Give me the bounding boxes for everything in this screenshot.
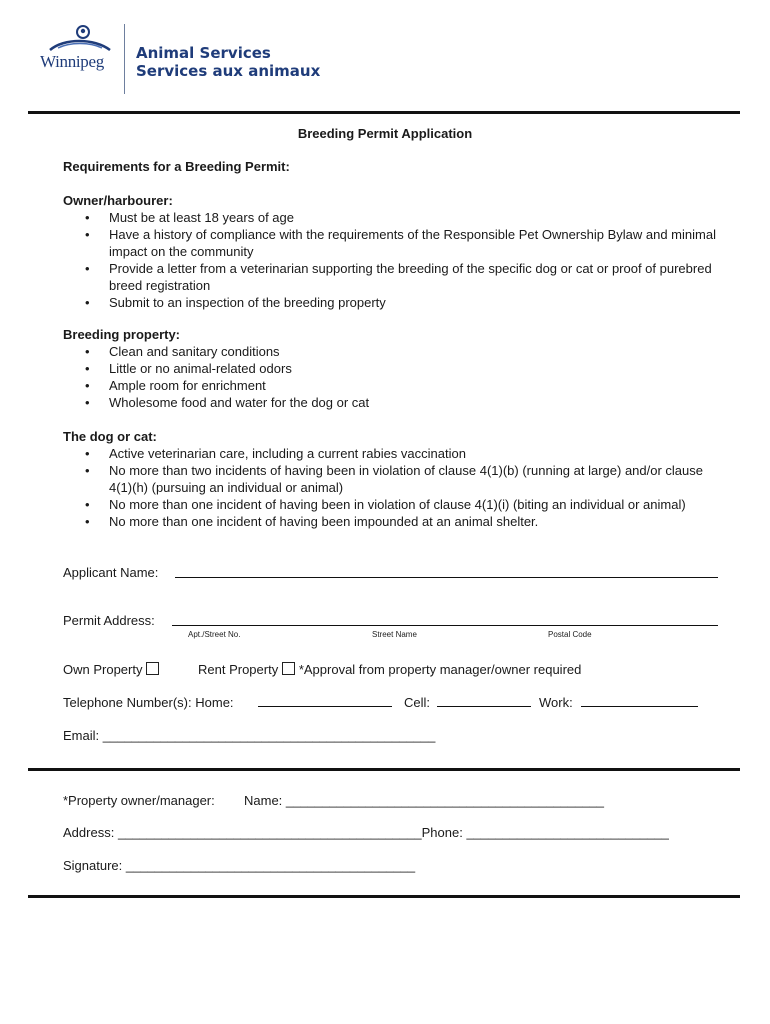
work-label: Work: [539,695,573,710]
list-item: • Have a history of compliance with the requirements of the Responsible Pet Ownership Bylaw and minimal impact on the community [63,226,723,260]
list-item: • Little or no animal-related odors [63,360,723,377]
owner-phone-field[interactable]: ____________________________ [466,825,669,840]
owner-name-row [244,792,604,809]
owner-address-label: Address: [63,825,115,840]
top-rule [28,111,740,114]
document-title: Breeding Permit Application [297,126,473,141]
bottom-rule [28,895,740,898]
list-item: • Wholesome food and water for the dog or cat [63,394,723,411]
rent-property-option [198,661,581,678]
applicant-name-field[interactable] [175,577,718,578]
approval-note: *Approval from property manager/owner required [298,662,582,677]
list-item: • Ample room for enrichment [63,377,723,394]
signature-field[interactable]: ________________________________________ [125,858,416,873]
work-phone-field[interactable] [581,706,698,707]
owner-phone-label: Phone: [421,825,463,840]
list-item: • Clean and sanitary conditions [63,343,723,360]
owner-manager-label: *Property owner/manager: [63,793,215,808]
logo-word: Winnipeg [40,52,104,71]
list-item: • No more than one incident of having been in violation of clause 4(1)(i) (biting an individual or animal) [63,496,723,513]
owner-name-label: Name: [244,793,283,808]
list-item: • Submit to an inspection of the breeding property [63,294,723,311]
permit-address-field[interactable] [172,625,718,626]
signature-row [63,857,415,874]
section-heading-animal: The dog or cat: [63,429,157,444]
applicant-name-label: Applicant Name: [63,565,159,580]
owner-address-field[interactable]: __________________________________________ [117,825,422,840]
header-divider [124,24,125,94]
brand-english: Animal Services [136,44,271,62]
permit-address-label: Permit Address: [63,613,155,628]
street-name-caption: Street Name [372,630,417,639]
brand-french: Services aux animaux [136,62,321,80]
own-property-option [63,661,159,678]
rent-property-checkbox[interactable] [282,662,295,675]
telephone-numbers-label: Telephone Number(s): [63,695,192,710]
own-property-checkbox[interactable] [146,662,159,675]
apt-street-no-caption: Apt./Street No. [188,630,241,639]
section-heading-property: Breeding property: [63,327,181,342]
list-item: • No more than one incident of having been impounded at an animal shelter. [63,513,723,530]
telephone-label [63,694,234,711]
list-item: • Provide a letter from a veterinarian supporting the breeding of the specific dog or cat or proof of purebred breed registration [63,260,723,294]
property-requirements-list [63,343,723,411]
postal-code-caption: Postal Code [548,630,592,639]
middle-rule [28,768,740,771]
list-item: • No more than two incidents of having been in violation of clause 4(1)(b) (running at large) and/or clause 4(1)(h) (pursuing an individual or animal) [63,462,723,496]
owner-address-row [63,824,669,841]
rent-property-label: Rent Property [198,662,279,677]
own-property-label: Own Property [63,662,143,677]
requirements-heading: Requirements for a Breeding Permit: [63,159,290,174]
cell-label: Cell: [404,695,431,710]
owner-requirements-list [63,209,723,311]
home-label: Home: [195,695,234,710]
section-heading-owner: Owner/harbourer: [63,193,173,208]
list-item: • Active veterinarian care, including a current rabies vaccination [63,445,723,462]
list-item: • Must be at least 18 years of age [63,209,723,226]
owner-name-field[interactable]: ____________________________________________ [285,793,605,808]
home-phone-field[interactable] [258,706,392,707]
email-row [63,727,435,744]
cell-phone-field[interactable] [437,706,531,707]
email-field[interactable]: ______________________________________________ [102,728,436,743]
animal-requirements-list [63,445,723,530]
signature-label: Signature: [63,858,123,873]
email-label: Email: [63,728,100,743]
